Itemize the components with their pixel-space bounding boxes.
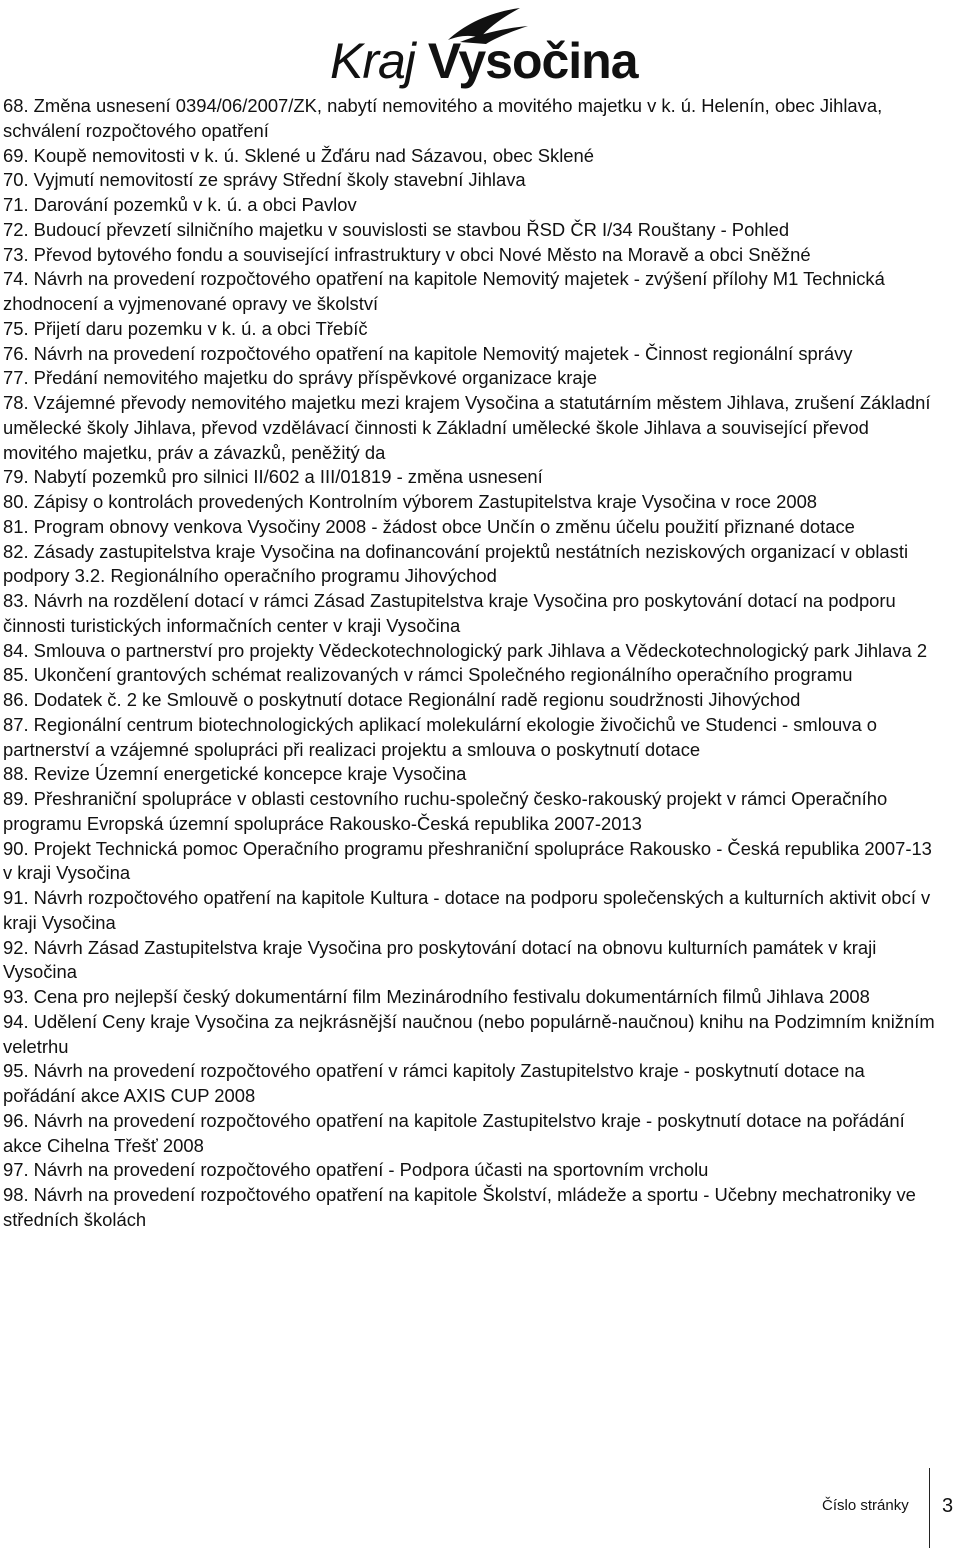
list-item: 84. Smlouva o partnerství pro projekty Vědeckotechnologický park Jihlava a Vědeckotechnologický park Jihlava 2 <box>3 639 928 661</box>
list-item: 93. Cena pro nejlepší český dokumentární film Mezinárodního festivalu dokumentárních filmů Jihlava 2008 <box>3 986 870 1007</box>
list-item: 85. Ukončení grantových schémat realizovaných v rámci Společného regionálního operačního programu <box>3 664 853 686</box>
list-item: 70. Vyjmutí nemovitostí ze správy Střední školy stavební Jihlava <box>3 169 526 191</box>
list-item: 96. Návrh na provedení rozpočtového opatření na kapitole Zastupitelstvo kraje - poskytnutí dotace na pořádání akce Cihelna Třešť 2008 <box>3 1109 905 1156</box>
list-item: 77. Předání nemovitého majetku do správy příspěvkové organizace kraje <box>3 367 597 389</box>
page-number-label: Číslo stránky <box>822 1497 909 1514</box>
list-item: 79. Nabytí pozemků pro silnici II/602 a III/01819 - změna usnesení <box>3 466 543 488</box>
list-item: 68. Změna usnesení 0394/06/2007/ZK, nabytí nemovitého a movitého majetku v k. ú. Helenín, obec Jihlava, schválení rozpočtového opatření <box>3 95 883 141</box>
list-item: 71. Darování pozemků v k. ú. a obci Pavlov <box>3 194 357 215</box>
list-item: 98. Návrh na provedení rozpočtového opatření na kapitole Školství, mládeže a sportu - Učebny mechatroniky ve středních školách <box>3 1184 916 1230</box>
kraj-vysocina-logo <box>330 4 638 89</box>
list-item: 72. Budoucí převzetí silničního majetku v souvislosti se stavbou ŘSD ČR I/34 Rouštany - Pohled <box>3 218 790 240</box>
list-item: 92. Návrh Zásad Zastupitelstva kraje Vysočina pro poskytování dotací na obnovu kulturních památek v kraji Vysočina <box>3 936 877 983</box>
list-item: 75. Přijetí daru pozemku v k. ú. a obci Třebíč <box>3 317 368 339</box>
list-item: 69. Koupě nemovitosti v k. ú. Sklené u Žďáru nad Sázavou, obec Sklené <box>3 144 594 166</box>
list-item: 82. Zásady zastupitelstva kraje Vysočina na dofinancování projektů nestátních neziskových organizací v oblasti podpory 3.2. Regionálního operačního programu Jihovýchod <box>3 540 909 587</box>
list-item: 73. Převod bytového fondu a související infrastruktury v obci Nové Město na Moravě a obci Sněžné <box>3 243 811 265</box>
footer-divider <box>929 1468 930 1548</box>
logo-vysocina-text: Vysočina <box>427 33 638 89</box>
logo-kraj-text: Kraj <box>330 33 415 89</box>
list-item: 74. Návrh na provedení rozpočtového opatření na kapitole Nemovitý majetek - zvýšení přílohy M1 Technická zhodnocení a vyjmenované opravy ve školství <box>3 268 885 314</box>
list-item: 86. Dodatek č. 2 ke Smlouvě o poskytnutí dotace Regionální radě regionu soudržnosti Jihovýchod <box>3 689 801 710</box>
list-item: 91. Návrh rozpočtového opatření na kapitole Kultura - dotace na podporu společenských a kulturních aktivit obcí v kraji Vysočina <box>3 887 931 933</box>
list-item: 83. Návrh na rozdělení dotací v rámci Zásad Zastupitelstva kraje Vysočina pro poskytování dotací na podporu činnosti turistických informačních center v kraji Vysočina <box>3 590 896 636</box>
list-item: 81. Program obnovy venkova Vysočiny 2008 - žádost obce Unčín o změnu účelu použití přiznané dotace <box>3 515 855 537</box>
list-item: 87. Regionální centrum biotechnologických aplikací molekulární ekologie živočichů ve Studenci - smlouva o partnerství a vzájemné spolupráci při realizaci projektu a smlouva o poskytnutí dotace <box>3 713 878 760</box>
page-number: 3 <box>942 1495 954 1517</box>
list-item: 97. Návrh na provedení rozpočtového opatření - Podpora účasti na sportovním vrcholu <box>3 1159 709 1181</box>
list-item: 76. Návrh na provedení rozpočtového opatření na kapitole Nemovitý majetek - Činnost regionální správy <box>3 342 853 364</box>
list-item: 94. Udělení Ceny kraje Vysočina za nejkrásnější naučnou (nebo populárně-naučnou) knihu na Podzimním knižním veletrhu <box>3 1010 935 1057</box>
list-item: 80. Zápisy o kontrolách provedených Kontrolním výborem Zastupitelstva kraje Vysočina v roce 2008 <box>3 491 818 512</box>
list-item: 95. Návrh na provedení rozpočtového opatření v rámci kapitoly Zastupitelstvo kraje - poskytnutí dotace na pořádání akce AXIS CUP 2008 <box>3 1060 865 1106</box>
list-item: 78. Vzájemné převody nemovitého majetku mezi krajem Vysočina a statutárním městem Jihlava, zrušení Základní umělecké školy Jihlava, převod vzdělávací činnosti k Základní umělecké škole Jihlava a související převod movitého majetku, práv a závazků, peněžitý da <box>3 392 931 463</box>
list-item: 90. Projekt Technická pomoc Operačního programu přeshraniční spolupráce Rakousko - Česká republika 2007-13 v kraji Vysočina <box>3 837 932 884</box>
list-item: 88. Revize Územní energetické koncepce kraje Vysočina <box>3 763 467 785</box>
resolution-list <box>3 94 938 1233</box>
list-item: 89. Přeshraniční spolupráce v oblasti cestovního ruchu-společný česko-rakouský projekt v rámci Operačního programu Evropská územní spolupráce Rakousko-Česká republika 2007-2013 <box>3 788 888 834</box>
